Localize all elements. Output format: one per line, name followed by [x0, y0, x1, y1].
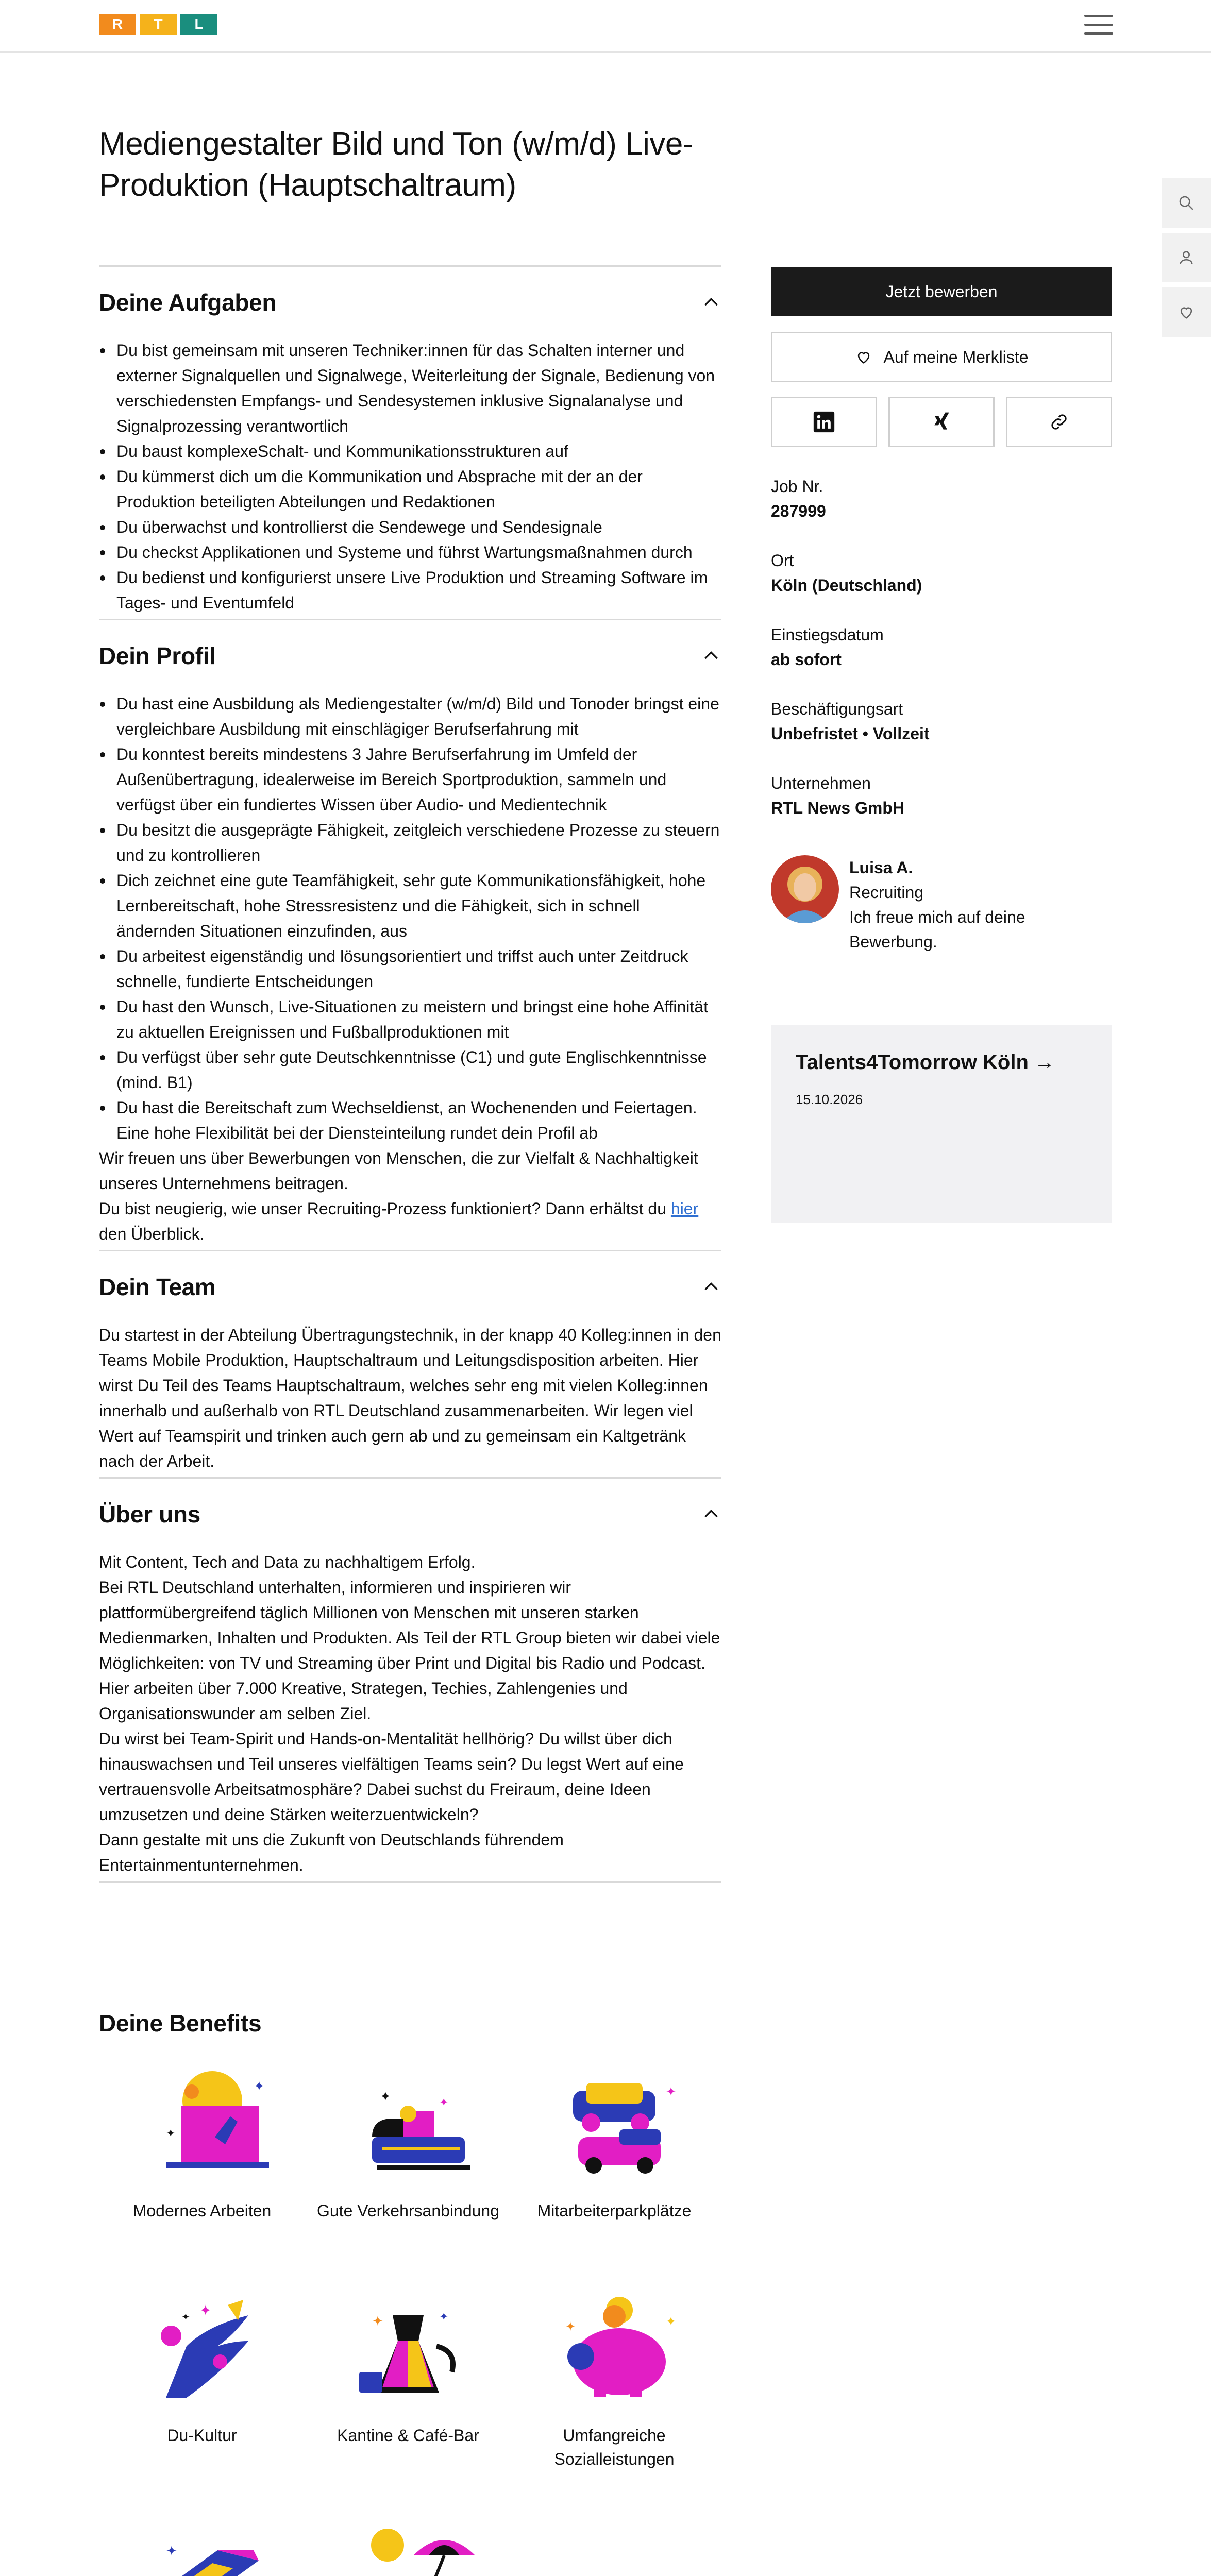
benefit-label: Gute Verkehrsanbindung	[316, 2201, 500, 2220]
xing-icon[interactable]	[888, 397, 995, 447]
team-text: Du startest in der Abteilung Übertragungstechnik, in der knapp 40 Kolleg:innen in den Teams Mobile Produktion, Hauptschaltraum und Leitungsdisposition arbeiten. Hier wirst Du Teil des Teams Hauptschaltraum, welches sehr eng mit vielen Kolleg:innen innerhalb und außerhalb von RTL Deutschland zusammenarbeiten. Wir legen viel Wert auf Teamspirit und trinken auch gern ab und zu gemeinsam ein Kaltgetränk nach der Arbeit.	[99, 1326, 721, 1470]
benefit-label: Modernes Arbeiten	[132, 2201, 272, 2220]
benefit-label: Mitarbeiterparkplätze	[537, 2201, 692, 2220]
list-item: Du bist gemeinsam mit unseren Techniker:innen für das Schalten interner und externer Signalquellen und Signalwege, Weiterleitung der Signale, Bedienung von verschiedensten Empfangs- und Sendesystemen inklusive Signalanalyse und Signalprozessing verantwortlich	[99, 338, 721, 439]
link-icon[interactable]	[1006, 397, 1112, 447]
benefit-item	[511, 2060, 717, 2284]
logo-tile-l: L	[180, 14, 217, 35]
event-date: 15.10.2026	[796, 1092, 863, 1107]
benefit-item	[511, 2284, 717, 2509]
chevron-up-icon	[701, 646, 721, 666]
discount-card-illustration-icon	[125, 2509, 279, 2576]
chevron-up-icon	[701, 1504, 721, 1524]
svg-text:✦: ✦	[254, 2079, 265, 2094]
top-bar	[0, 0, 1211, 53]
section-about-header[interactable]	[99, 1479, 721, 1550]
list-item: Du konntest bereits mindestens 3 Jahre Berufserfahrung im Umfeld der Außenübertragung, idealerweise im Bereich Sportproduktion, sammeln und verfügst über ein fundiertes Wissen über Audio- und Medientechnik	[99, 742, 721, 818]
list-item: Du arbeitest eigenständig und lösungsorientiert und triffst auch unter Zeitdruck schnelle, fundierte Entscheidungen	[99, 944, 721, 994]
benefits-title: Deine Benefits	[99, 2010, 262, 2037]
cars-illustration-icon	[537, 2060, 692, 2183]
benefit-label: Du-Kultur	[167, 2426, 237, 2445]
chevron-up-icon	[701, 1277, 721, 1297]
list-item: Du hast den Wunsch, Live-Situationen zu meistern und bringst eine hohe Affinität zu aktuellen Ereignissen und Fußballproduktionen mit	[99, 994, 721, 1045]
svg-text:✦: ✦	[166, 2127, 176, 2140]
svg-text:✦: ✦	[181, 2311, 190, 2323]
recruiter-name: Luisa A.	[849, 858, 913, 877]
section-divider	[99, 1881, 721, 1883]
list-item: Du hast die Bereitschaft zum Wechseldienst, an Wochenenden und Feiertagen. Eine hohe Flexibilität bei der Diensteinteilung rundet dein Profil ab	[99, 1095, 721, 1146]
watchlist-button[interactable]	[771, 332, 1112, 382]
linkedin-icon[interactable]	[771, 397, 877, 447]
recruiter-role: Recruiting	[849, 883, 924, 902]
svg-text:✦: ✦	[439, 2096, 449, 2109]
svg-text:✦: ✦	[565, 2319, 576, 2334]
beach-umbrella-illustration-icon	[331, 2509, 485, 2576]
list-item: Du überwachst und kontrollierst die Sendewege und Sendesignale	[99, 515, 721, 540]
meta-company: Unternehmen RTL News GmbH	[771, 774, 904, 817]
event-card[interactable]	[771, 1025, 1112, 1223]
svg-text:✦: ✦	[380, 2089, 391, 2105]
section-profile	[99, 619, 721, 1250]
meta-location: Ort Köln (Deutschland)	[771, 551, 922, 595]
list-item: Du baust komplexeSchalt- und Kommunikationsstrukturen auf	[99, 439, 721, 464]
logo-tile-r: R	[99, 14, 136, 35]
svg-text:✦: ✦	[372, 2314, 383, 2329]
svg-text:✦: ✦	[166, 2544, 177, 2559]
svg-text:✦: ✦	[666, 2084, 677, 2099]
svg-text:✦: ✦	[666, 2314, 677, 2329]
benefit-item	[99, 2060, 305, 2284]
list-item: Du verfügst über sehr gute Deutschkenntnisse (C1) und gute Englischkenntnisse (mind. B1)	[99, 1045, 721, 1095]
avatar	[771, 855, 839, 923]
event-title: Talents4Tomorrow Köln →	[796, 1051, 1055, 1074]
share-buttons	[771, 397, 1112, 447]
logo-tile-t: T	[140, 14, 177, 35]
benefit-item	[305, 2509, 511, 2576]
about-paragraph: Mit Content, Tech and Data zu nachhaltigem Erfolg.	[99, 1553, 476, 1571]
about-paragraph: Bei RTL Deutschland unterhalten, informieren und inspirieren wir plattformübergreifend täglich Millionen von Menschen mit unseren starken Medienmarken, Inhalten und Produkten. Als Teil der RTL Group bieten wir dabei viele Möglichkeiten: von TV und Streaming über Print und Digital bis Radio und Podcast. Hier arbeiten über 7.000 Kreative, Strategen, Techies, Zahlengenies und Organisationswunder am selben Ziel.	[99, 1578, 720, 1723]
benefit-item	[99, 2284, 305, 2509]
meta-employment-type: Beschäftigungsart Unbefristet • Vollzeit	[771, 700, 930, 743]
about-paragraph: Dann gestalte mit uns die Zukunft von Deutschlands führendem Entertainmentunternehmen.	[99, 1831, 564, 1874]
list-item: Dich zeichnet eine gute Teamfähigkeit, sehr gute Kommunikationsfähigkeit, hohe Lernbereitschaft, hohe Stressresistenz und die Fähigkeit, sich in schnell ändernden Situationen einzufinden, aus	[99, 868, 721, 944]
list-item: Du besitzt die ausgeprägte Fähigkeit, zeitgleich verschiedene Prozesse zu steuern und zu kontrollieren	[99, 818, 721, 868]
heart-icon	[855, 348, 872, 366]
apply-button[interactable]: Jetzt bewerben	[771, 267, 1112, 316]
recruiting-note: Du bist neugierig, wie unser Recruiting-Prozess funktioniert? Dann erhältst du hier den Überblick.	[99, 1199, 699, 1243]
meta-job-number: Job Nr. 287999	[771, 477, 826, 520]
piggy-bank-illustration-icon	[537, 2284, 692, 2408]
benefit-item	[99, 2509, 305, 2576]
section-profile-header[interactable]	[99, 620, 721, 691]
recruiting-process-link[interactable]: hier	[670, 1199, 699, 1218]
list-item: Du hast eine Ausbildung als Mediengestalter (w/m/d) Bild und Tonoder bringst eine vergleichbare Ausbildung mit einschlägiger Berufserfahrung mit	[99, 691, 721, 742]
recruiter-card	[771, 855, 1112, 954]
hand-illustration-icon	[125, 2284, 279, 2408]
about-paragraph: Du wirst bei Team-Spirit und Hands-on-Mentalität hellhörig? Du willst über dich hinauswachsen und Teil unseres vielfältigen Teams sein? Du legst Wert auf eine vertrauensvolle Arbeitsatmosphäre? Dabei suchst du Freiraum, deine Ideen umzusetzen und deine Stärken weiterzuentwickeln?	[99, 1730, 684, 1824]
page-title: Mediengestalter Bild und Ton (w/m/d) Live-Produktion (Hauptschaltraum)	[99, 126, 693, 203]
section-tasks	[99, 265, 721, 619]
section-title: Über uns	[99, 1501, 200, 1528]
section-title: Dein Team	[99, 1274, 216, 1300]
hamburger-icon[interactable]	[1084, 13, 1113, 37]
benefit-item	[305, 2284, 511, 2509]
coffee-illustration-icon	[331, 2284, 485, 2408]
side-rail	[1162, 178, 1211, 342]
list-item: Du bedienst und konfigurierst unsere Live Produktion und Streaming Software im Tages- und Eventumfeld	[99, 565, 721, 616]
job-sidebar	[771, 267, 1112, 1223]
recruiter-message: Ich freue mich auf deine Bewerbung.	[849, 908, 1025, 951]
job-meta	[771, 474, 1112, 820]
list-item: Du checkst Applikationen und Systeme und führst Wartungsmaßnahmen durch	[99, 540, 721, 565]
benefit-label: Umfangreiche Sozialleistungen	[554, 2426, 675, 2468]
diversity-note: Wir freuen uns über Bewerbungen von Menschen, die zur Vielfalt & Nachhaltigkeit unseres Unternehmens beitragen.	[99, 1149, 698, 1193]
meta-start-date: Einstiegsdatum ab sofort	[771, 625, 884, 669]
chevron-up-icon	[701, 292, 721, 313]
train-illustration-icon	[331, 2060, 485, 2183]
laptop-illustration-icon	[125, 2060, 279, 2183]
section-title: Dein Profil	[99, 642, 216, 669]
benefit-label: Kantine & Café-Bar	[337, 2426, 479, 2445]
svg-text:✦: ✦	[199, 2302, 212, 2319]
watchlist-label: Auf meine Merkliste	[883, 347, 1029, 366]
list-item: Du kümmerst dich um die Kommunikation und Absprache mit der an der Produktion beteiligten Abteilungen und Redaktionen	[99, 464, 721, 515]
heart-icon[interactable]	[1162, 287, 1211, 337]
section-about	[99, 1477, 721, 1881]
section-team	[99, 1250, 721, 1477]
benefits-section	[99, 2009, 769, 2576]
benefit-item	[305, 2060, 511, 2284]
search-icon[interactable]	[1162, 178, 1211, 228]
section-team-header[interactable]	[99, 1251, 721, 1323]
job-description	[99, 265, 721, 1883]
section-tasks-header[interactable]	[99, 267, 721, 338]
rtl-logo[interactable]	[99, 14, 217, 35]
user-icon[interactable]	[1162, 233, 1211, 282]
section-title: Deine Aufgaben	[99, 289, 277, 316]
svg-text:✦: ✦	[439, 2311, 449, 2324]
